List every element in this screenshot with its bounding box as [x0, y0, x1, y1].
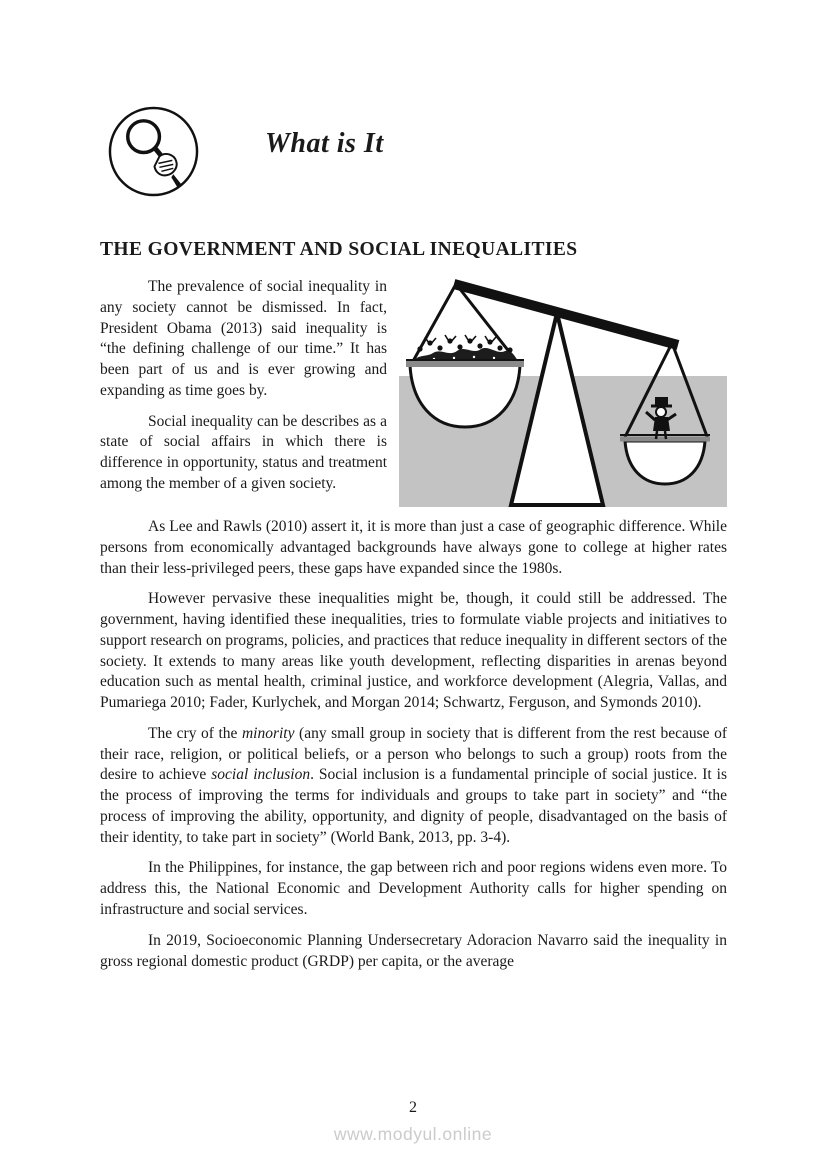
paragraph: In 2019, Socioeconomic Planning Undersecretary Adoracion Navarro said the inequality in gross regional domestic product (GRDP) per capita, or the average	[100, 931, 727, 970]
paragraph: As Lee and Rawls (2010) assert it, it is more than just a case of geographic difference. While persons from economically advantaged backgrounds have always gone to college at higher rates than their less-privileged peers, these gaps have expanded since the 1980s.	[100, 518, 727, 577]
two-column-block	[100, 275, 727, 507]
main-heading: THE GOVERNMENT AND SOCIAL INEQUALITIES	[100, 239, 578, 260]
paragraph: In the Philippines, for instance, the gap between rich and poor regions widens even more. To address this, the National Economic and Development Authority calls for higher spending on infrastructure and social services.	[100, 859, 727, 919]
section-title: What is It	[265, 128, 384, 159]
paragraph: The cry of the minority (any small group in society that is different from the rest because of their race, religion, or political beliefs, or a person who belongs to such a group) roots from the desire to achieve social inclusion. Social inclusion is a fundamental principle of social justice. It is the process of improving the terms for individuals and groups to take part in society” and “the process of improving the ability, opportunity, and dignity of people, disadvantaged on the basis of their identity, to take part in society” (World Bank, 2013, pp. 3-4).	[100, 724, 728, 846]
magnifier-icon	[106, 104, 201, 199]
paragraph: Social inequality can be describes as a state of social affairs in which there is difference in opportunity, status and treatment among the member of a given society.	[100, 412, 387, 492]
page-number: 2	[409, 1099, 417, 1116]
watermark: www.modyul.online	[333, 1124, 493, 1144]
balance-scale-illustration	[399, 279, 727, 507]
section-header	[100, 103, 727, 199]
intro-text-column	[100, 275, 387, 507]
paragraph: The prevalence of social inequality in any society cannot be dismissed. In fact, President Obama (2013) said inequality is “the defining challenge of our time.” It has been part of us and is ever growing and expanding as time goes by.	[100, 278, 387, 399]
paragraph: However pervasive these inequalities might be, though, it could still be addressed. The government, having identified these inequalities, tries to formulate viable projects and initiatives to support research on programs, policies, and practices that reduce inequality in different sectors of the society. It extends to many areas like youth development, reflecting disparities in arenas beyond education such as mental health, criminal justice, and workforce development (Alegria, Vallas, and Pumariega 2010; Fader, Kurlychek, and Morgan 2014; Schwartz, Ferguson, and Symonds 2010).	[100, 590, 727, 712]
